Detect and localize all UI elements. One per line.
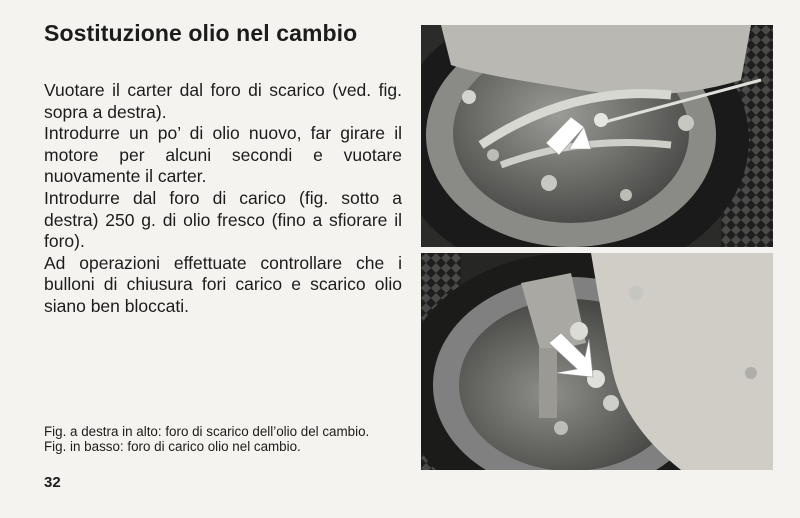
drain-hole-photo xyxy=(421,25,773,247)
bolt xyxy=(554,421,568,435)
body-text xyxy=(44,80,402,318)
bolt xyxy=(570,322,588,340)
fill-hole-photo xyxy=(421,253,773,470)
bolt xyxy=(603,395,619,411)
paragraph-fill: Introdurre dal foro di carico (fig. sotto a destra) 250 g. di olio fresco (fino a sfiorare il foro). xyxy=(44,187,402,252)
caption-top-figure: Fig. a destra in alto: foro di scarico dell’olio del cambio. xyxy=(44,424,370,439)
paragraph-flush: Introdurre un po’ di olio nuovo, far girare il motore per alcuni secondi e vuotare nuovamente il carter. xyxy=(44,123,402,187)
drain-plug xyxy=(594,113,608,127)
paragraph-drain: Vuotare il carter dal foro di scarico (ved. fig. sopra a destra). xyxy=(44,80,402,122)
page-number: 32 xyxy=(44,474,61,491)
bolt xyxy=(462,90,476,104)
page-title: Sostituzione olio nel cambio xyxy=(44,20,358,46)
paragraph-check: Ad operazioni effettuate controllare che i bulloni di chiusura fori carico e scarico olio siano ben bloccati. xyxy=(44,252,402,316)
bolt xyxy=(487,149,499,161)
figure-captions xyxy=(44,424,406,454)
bolt xyxy=(620,189,632,201)
bolt xyxy=(541,175,557,191)
bolt xyxy=(629,286,643,300)
drain-hole-illustration xyxy=(421,25,773,247)
fill-hole-illustration xyxy=(421,253,773,470)
bolt xyxy=(678,115,694,131)
caption-bottom-figure: Fig. in basso: foro di carico olio nel cambio. xyxy=(44,439,301,455)
bolt xyxy=(745,367,757,379)
support-arm xyxy=(539,348,557,418)
